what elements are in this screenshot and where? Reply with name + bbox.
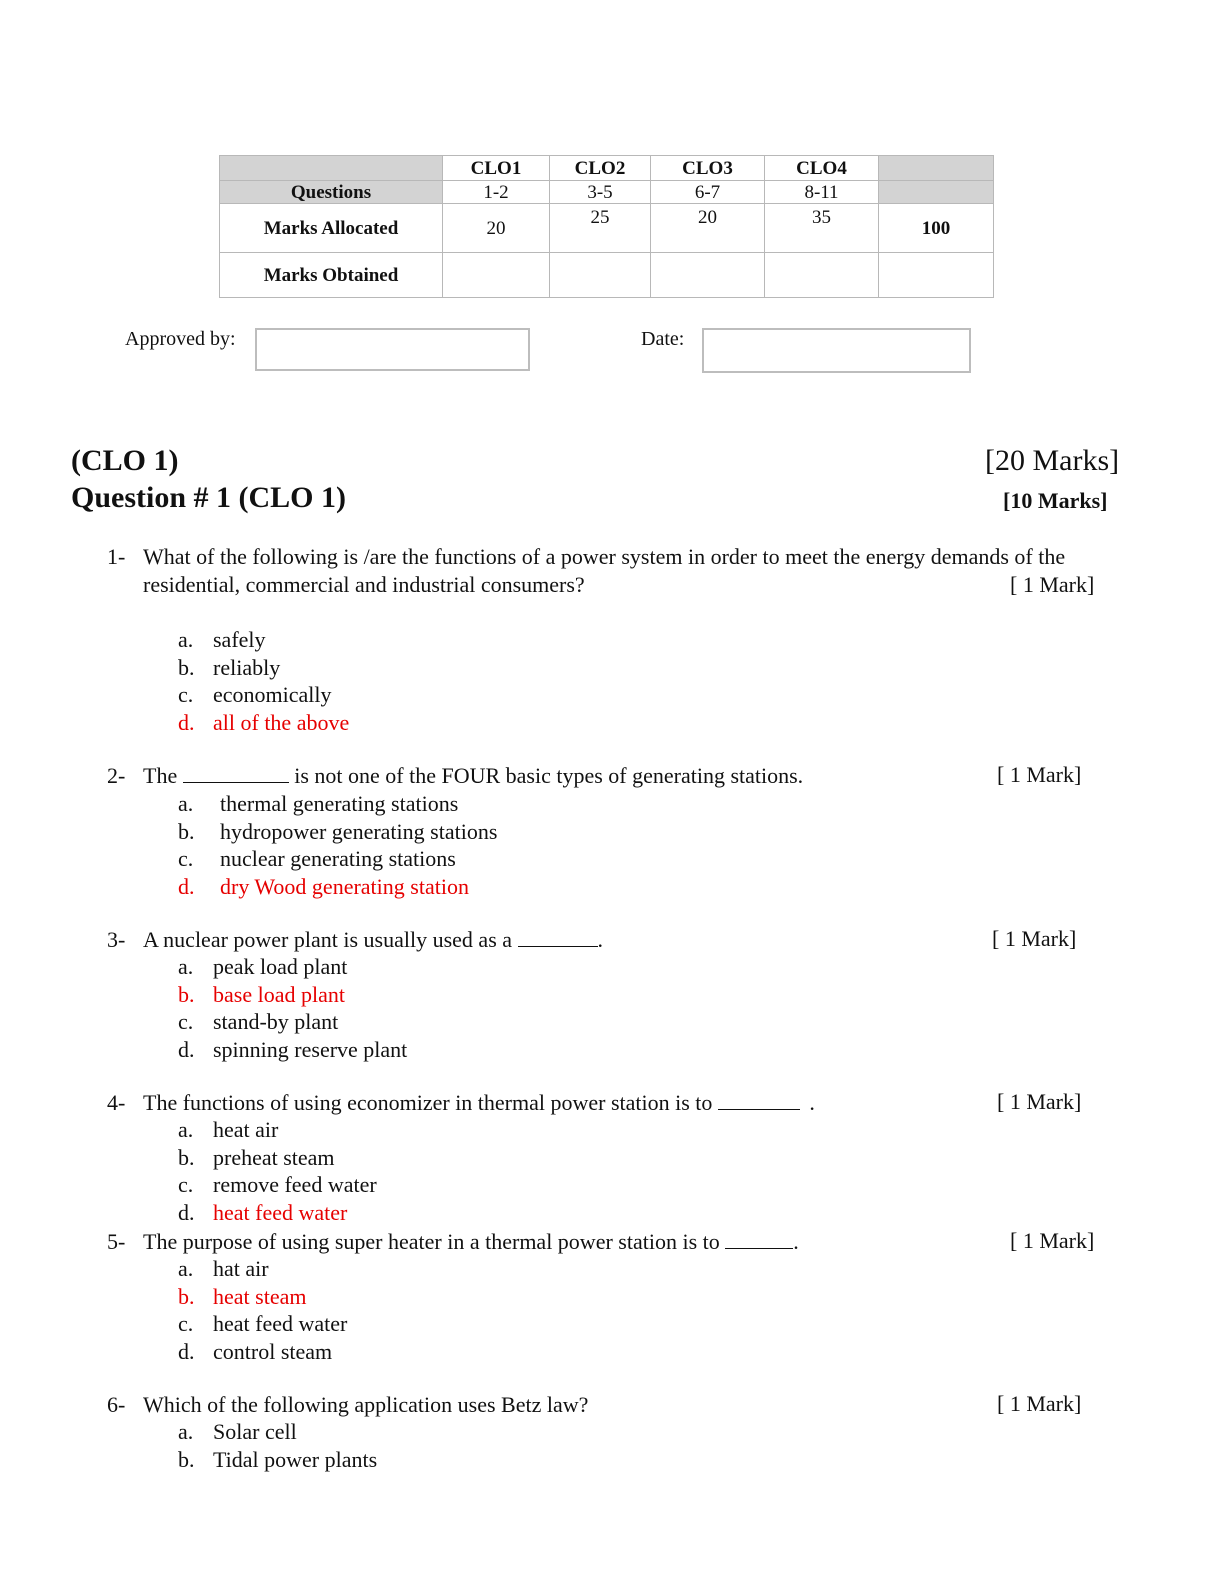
- answer-blank: [183, 764, 289, 783]
- list-item[interactable]: a. peak load plant: [178, 954, 348, 979]
- question-text: What of the following is /are the functions of a power system in order to meet the energy demands of the: [143, 544, 1066, 569]
- question-range-clo4: 8-11: [765, 181, 879, 204]
- correct-answer[interactable]: d. all of the above: [178, 709, 350, 735]
- table-row: [220, 253, 994, 298]
- clo-marks-table: [219, 155, 994, 298]
- question-range-clo3: 6-7: [651, 181, 765, 204]
- question-text: The functions of using economizer in thermal power station is to .: [143, 1090, 815, 1115]
- question-range-clo1: 1-2: [443, 181, 550, 204]
- answer-blank: [725, 1230, 793, 1249]
- list-item[interactable]: b. Tidal power plants: [178, 1446, 378, 1472]
- date-label: Date:: [641, 328, 685, 350]
- marks-obtained-clo2[interactable]: [550, 253, 651, 298]
- list-item[interactable]: b. reliably: [178, 654, 281, 680]
- correct-answer[interactable]: b. base load plant: [178, 981, 345, 1007]
- marks-allocated-clo2: 25: [550, 204, 651, 253]
- question-text: Which of the following application uses Betz law?: [143, 1392, 589, 1417]
- options-list: [178, 626, 349, 736]
- question-mark: [ 1 Mark]: [997, 762, 1082, 787]
- header-clo1: CLO1: [443, 156, 550, 181]
- question-number: 5-: [107, 1229, 126, 1254]
- options-list: [178, 1418, 377, 1473]
- table-row: [220, 181, 994, 204]
- question-marks: [10 Marks]: [1003, 488, 1108, 513]
- section-heading: (CLO 1): [71, 444, 179, 477]
- list-item[interactable]: c. stand-by plant: [178, 1009, 339, 1034]
- marks-allocated-clo4: 35: [765, 204, 879, 253]
- table-row: [220, 156, 994, 181]
- question-number: 1-: [107, 544, 126, 569]
- list-item[interactable]: d. control steam: [178, 1338, 333, 1364]
- marks-obtained-clo4[interactable]: [765, 253, 879, 298]
- list-item[interactable]: c. heat feed water: [178, 1311, 348, 1336]
- question-range-clo2: 3-5: [550, 181, 651, 204]
- question-mark: [ 1 Mark]: [992, 926, 1077, 951]
- correct-answer[interactable]: d. heat feed water: [178, 1199, 348, 1225]
- table-cell-blank: [879, 181, 994, 204]
- marks-obtained-clo3[interactable]: [651, 253, 765, 298]
- question-text: residential, commercial and industrial consumers?: [143, 572, 585, 597]
- answer-blank: [718, 1091, 800, 1110]
- list-item[interactable]: c. remove feed water: [178, 1172, 377, 1197]
- question-mark: [ 1 Mark]: [1010, 1228, 1095, 1253]
- table-header-blank: [220, 156, 443, 181]
- header-clo4: CLO4: [765, 156, 879, 181]
- question-text: A nuclear power plant is usually used as a .: [143, 927, 604, 952]
- questions-label: Questions: [220, 181, 443, 204]
- correct-answer[interactable]: b. heat steam: [178, 1283, 307, 1309]
- question-number: 4-: [107, 1090, 126, 1115]
- marks-allocated-label: Marks Allocated: [220, 204, 443, 253]
- options-list: [178, 1255, 347, 1365]
- question-number: 3-: [107, 927, 126, 952]
- marks-obtained-total[interactable]: [879, 253, 994, 298]
- table-row: [220, 204, 994, 253]
- options-list: [178, 953, 407, 1063]
- question-number: 6-: [107, 1392, 126, 1417]
- list-item[interactable]: c. nuclear generating stations: [178, 846, 456, 871]
- question-mark: [ 1 Mark]: [997, 1089, 1082, 1114]
- list-item[interactable]: c. economically: [178, 682, 332, 707]
- question-text: The purpose of using super heater in a thermal power station is to .: [143, 1229, 799, 1254]
- options-list: [178, 790, 497, 900]
- approved-by-label: Approved by:: [125, 328, 236, 350]
- marks-allocated-clo3: 20: [651, 204, 765, 253]
- list-item[interactable]: b. preheat steam: [178, 1144, 335, 1170]
- question-text: The is not one of the FOUR basic types of generating stations.: [143, 763, 804, 788]
- correct-answer[interactable]: d. dry Wood generating station: [178, 873, 469, 899]
- list-item[interactable]: b. hydropower generating stations: [178, 818, 498, 844]
- list-item[interactable]: d. spinning reserve plant: [178, 1036, 408, 1062]
- header-clo2: CLO2: [550, 156, 651, 181]
- question-mark: [ 1 Mark]: [1010, 572, 1095, 597]
- question-title: Question # 1 (CLO 1): [71, 481, 347, 514]
- list-item[interactable]: a. hat air: [178, 1256, 269, 1281]
- marks-allocated-clo1: 20: [443, 204, 550, 253]
- list-item[interactable]: a. safely: [178, 627, 266, 652]
- header-clo3: CLO3: [651, 156, 765, 181]
- section-marks: [20 Marks]: [985, 444, 1120, 477]
- marks-obtained-clo1[interactable]: [443, 253, 550, 298]
- marks-total: 100: [879, 204, 994, 253]
- date-field[interactable]: [702, 328, 971, 373]
- marks-obtained-label: Marks Obtained: [220, 253, 443, 298]
- approved-by-field[interactable]: [255, 328, 530, 371]
- answer-blank: [518, 928, 598, 947]
- list-item[interactable]: a. heat air: [178, 1117, 279, 1142]
- question-number: 2-: [107, 763, 126, 788]
- list-item[interactable]: a. Solar cell: [178, 1419, 297, 1444]
- options-list: [178, 1116, 377, 1226]
- question-mark: [ 1 Mark]: [997, 1391, 1082, 1416]
- table-header-blank-total: [879, 156, 994, 181]
- list-item[interactable]: a. thermal generating stations: [178, 791, 459, 816]
